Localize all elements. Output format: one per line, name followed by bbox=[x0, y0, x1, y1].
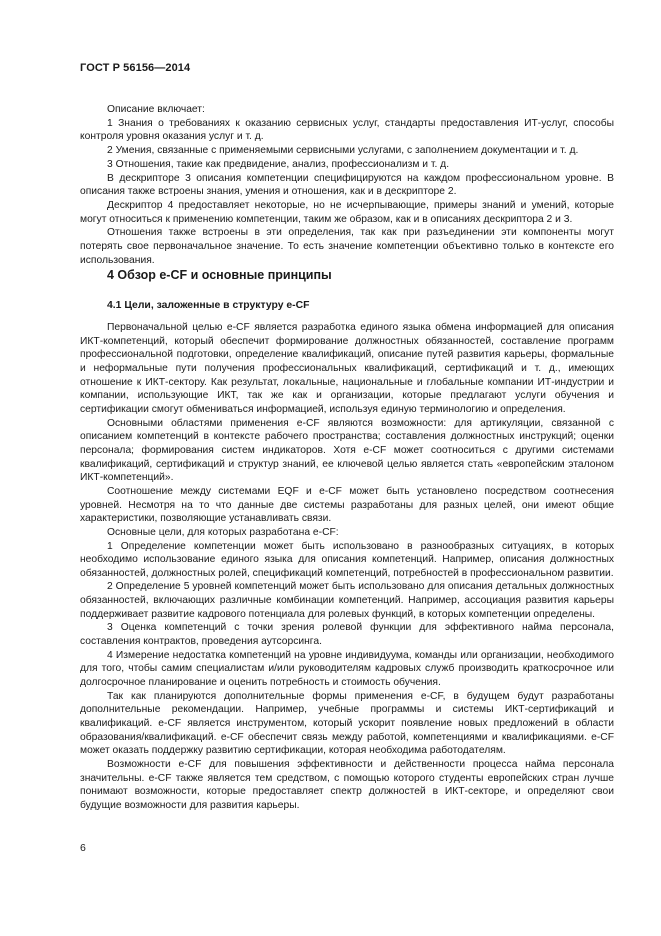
paragraph: Основные цели, для которых разработана e-CF: bbox=[107, 526, 339, 538]
page-number: 6 bbox=[80, 842, 86, 854]
paragraph: 1 Определение компетенции может быть использовано в разнообразных ситуациях, в которых необходимо использование единого языка для описания компетенций. Например, описания должностных обязанностей, должностных ролей, спецификаций компетенций, потребностей в профессиональном развитии. bbox=[80, 540, 614, 579]
paragraph: Основными областями применения e-CF являются возможности: для артикуляции, связанной с описанием компетенций в контексте рабочего пространства; составления должностных инструкций; оценки персонала; формирования систем индикаторов. Хотя e-CF может соотноситься с другими системами квалификаций, сертификаций и структур знаний, ее ключевой целью является стать «европейским эталоном ИКТ-компетенций». bbox=[80, 417, 614, 484]
section-heading-wrap bbox=[107, 268, 332, 282]
paragraph: Первоначальной целью e-CF является разработка единого языка обмена информацией для описания ИКТ-компетенций, который обеспечит формирование должностных обязанностей, составление программ профессиональной подготовки, определение квалификаций, описание путей развития карьеры, формальные и неформальные пути получения профессиональных квалификаций, сертификаций и т. д., имеющих отношение к ИКТ-сектору. Как результат, локальные, национальные и глобальные компании ИТ-индустрии и компании, использующие ИКТ, так же как и организации, которые предлагают услуги обучения и сертификации смогут обмениваться информацией, используя единую терминологию и определения. bbox=[80, 322, 614, 415]
paragraph: Так как планируются дополнительные формы применения e-CF, в будущем будут разработаны дополнительные рекомендации. Например, учебные программы и системы ИКТ-сертификаций и квалификаций. e-CF является инструментом, который ускорит появление новых предложений в области образования/квалификаций. e-CF обеспечит связь между работой, компетенциями и квалификациями. e-CF может оказать поддержку развитию сертификации, которая необходима работодателям. bbox=[80, 690, 614, 757]
paragraph: 1 Знания о требованиях к оказанию сервисных услуг, стандарты предоставления ИТ-услуг, способы контроля уровня оказания услуг и т. д. bbox=[80, 117, 614, 143]
paragraph: Описание включает: bbox=[107, 104, 205, 115]
paragraph: Возможности e-CF для повышения эффективности и действенности процесса найма персонала значительны. e-CF также является тем средством, с помощью которого студенты европейских стран лучше понимают возможности, которые предоставляет спектр должностей в ИКТ-секторе, и определяют свои будущие возможности для развития карьеры. bbox=[80, 759, 614, 811]
document-header: ГОСТ Р 56156—2014 bbox=[80, 62, 191, 74]
subsection-heading-wrap bbox=[107, 300, 309, 311]
paragraph: 2 Умения, связанные с применяемыми сервисными услугами, с заполнением документации и т. д. bbox=[107, 145, 579, 157]
intro-text-block bbox=[80, 103, 614, 267]
paragraph: 3 Оценка компетенций с точки зрения ролевой функции для эффективного найма персонала, составления контрактов, проведения аутсорсинга. bbox=[80, 622, 614, 648]
paragraph: Соотношение между системами EQF и e-CF может быть установлено посредством соотнесения уровней. Несмотря на то что данные две системы разработаны для разных целей, они имеют общие характеристики, позволяющие устанавливать связи. bbox=[80, 485, 614, 525]
paragraph: 3 Отношения, такие как предвидение, анализ, профессионализм и т. д. bbox=[107, 158, 450, 170]
paragraph: В дескрипторе 3 описания компетенции специфицируются на каждом профессиональном уровне. В описания также встроены знания, умения и отношения, как и в дескрипторе 2. bbox=[80, 172, 614, 198]
subsection-heading: 4.1 Цели, заложенные в структуру e-CF bbox=[107, 300, 310, 311]
paragraph: Отношения также встроены в эти определения, так как при разъединении эти компоненты могут потерять свое первоначальное значение. То есть значение компетенции объективно только в контексте его использования. bbox=[80, 227, 614, 266]
paragraph: Дескриптор 4 предоставляет некоторые, но не исчерпывающие, примеры знаний и умений, которые могут относиться к применению компетенции, таким же образом, как и в описаниях дескриптора 2 и 3. bbox=[80, 199, 614, 225]
paragraph: 2 Определение 5 уровней компетенций может быть использовано для описания детальных должностных обязанностей, включающих различные комбинации компетенций. Например, ассоциация развития карьеры поддерживает развитие кадрового потенциала для ролевых функций, в которых компетенции определены. bbox=[80, 581, 614, 620]
section-heading: 4 Обзор e-CF и основные принципы bbox=[107, 268, 332, 282]
paragraph: 4 Измерение недостатка компетенций на уровне индивидуума, команды или организации, необходимого для того, чтобы самим специалистам и/или руководителям кадровых служб производить краткосрочное или долгосрочное планирование и оценить потребность и стоимость обучения. bbox=[80, 649, 614, 689]
section-text-block bbox=[80, 321, 614, 813]
